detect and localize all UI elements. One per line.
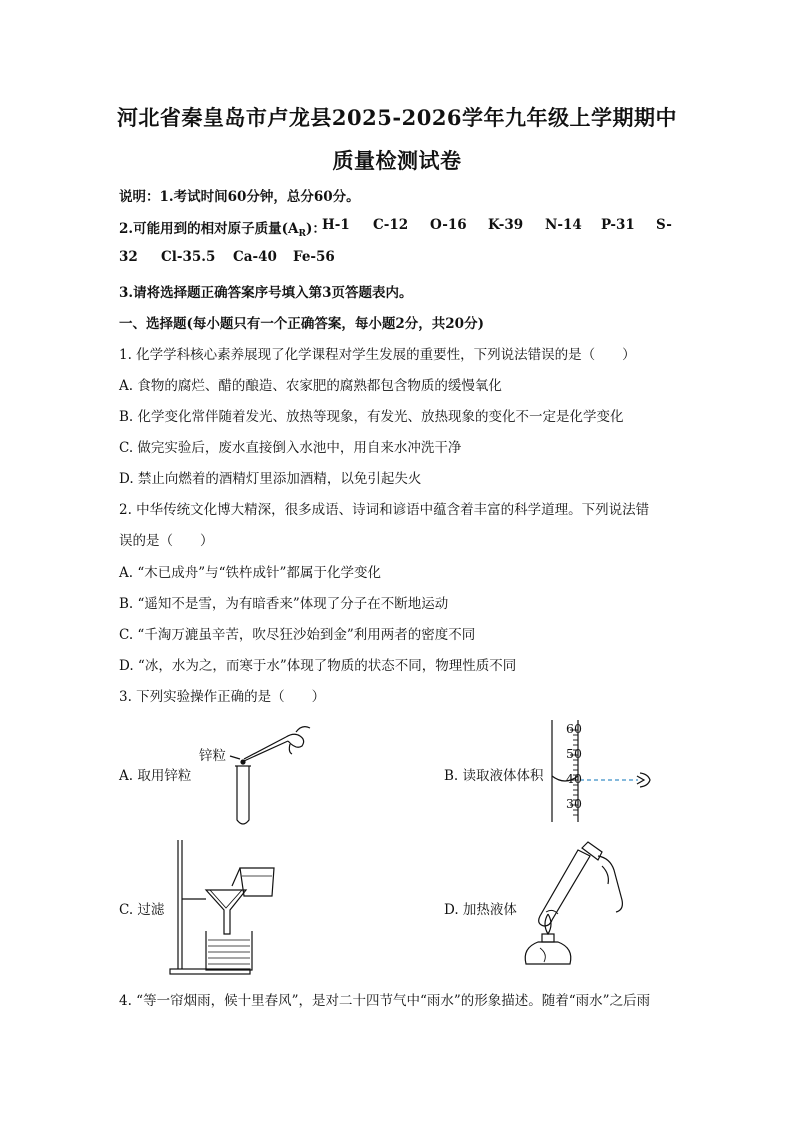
section-heading: 一、选择题(每小题只有一个正确答案，每小题2分，共20分)	[119, 316, 484, 332]
mass-item: S-	[656, 217, 672, 233]
test-tube-heating	[539, 850, 590, 926]
q1-stem: 1. 化学学科核心素养展现了化学课程对学生发展的重要性，下列说法错误的是（ ）	[119, 347, 636, 363]
test-tube-tweezers-figure	[192, 722, 316, 832]
mass-item: Fe-56	[293, 249, 335, 265]
alcohol-lamp	[525, 942, 571, 964]
note-atomic-masses-cont	[119, 249, 419, 269]
q2-option-d: D. “冰，水为之，而寒于水”体现了物质的状态不同，物理性质不同	[119, 658, 517, 674]
q3-stem: 3. 下列实验操作正确的是（ ）	[119, 689, 326, 705]
funnel	[206, 890, 246, 934]
q4-stem: 4. “等一帘烟雨，候十里春风”，是对二十四节气中“雨水”的形象描述。随着“雨水”之后雨	[119, 993, 651, 1009]
q2-option-a: A. “木已成舟”与“铁杵成针”都属于化学变化	[119, 565, 381, 581]
note-exam-time: 说明：1.考试时间60分钟，总分60分。	[119, 189, 360, 205]
alcohol-lamp-figure	[518, 840, 638, 972]
scale-label-50: 50	[566, 746, 582, 761]
mass-item: C-12	[373, 217, 409, 233]
q1-option-c: C. 做完实验后，废水直接倒入水池中，用自来水冲洗干净	[119, 440, 462, 456]
q1-option-a: A. 食物的腐烂、醋的酿造、农家肥的腐熟都包含物质的缓慢氧化	[119, 378, 502, 394]
q1-option-b: B. 化学变化常伴随着发光、放热等现象，有发光、放热现象的变化不一定是化学变化	[119, 409, 624, 425]
hand	[598, 856, 622, 912]
filtration-figure	[166, 838, 290, 978]
q3-option-d-label: D. 加热液体	[444, 902, 517, 918]
scale-label-60: 60	[566, 721, 582, 736]
zinc-granule-label: 锌粒	[199, 748, 226, 764]
q3-option-c-label: C. 过滤	[119, 902, 165, 918]
exam-title-line1: 河北省秦皇岛市卢龙县2025-2026学年九年级上学期期中	[116, 105, 678, 130]
scale-label-40: 40	[566, 771, 582, 786]
mass-item: O-16	[430, 217, 467, 233]
mass-item: Cl-35.5	[161, 249, 216, 265]
glass-rod	[232, 868, 240, 886]
scale-label-30: 30	[566, 796, 582, 811]
graduated-cylinder-figure	[540, 718, 660, 828]
q1-option-d: D. 禁止向燃着的酒精灯里添加酒精，以免引起失火	[119, 471, 422, 487]
mass-item: 32	[119, 249, 138, 265]
q2-option-b: B. “遥知不是雪，为有暗香来”体现了分子在不断地运动	[119, 596, 449, 612]
note-answer-sheet: 3.请将选择题正确答案序号填入第3页答题表内。	[119, 285, 413, 301]
exam-title-line2: 质量检测试卷	[332, 148, 462, 173]
tweezers	[244, 737, 288, 761]
eye	[637, 773, 650, 787]
q3-option-a-label: A. 取用锌粒	[119, 768, 192, 784]
mass-item: P-31	[601, 217, 635, 233]
q3-option-b-label: B. 读取液体体积	[444, 768, 544, 784]
mass-item: K-39	[488, 217, 524, 233]
atomic-mass-label: 2.可能用到的相对原子质量$(A_R)$：	[119, 221, 326, 239]
mass-item: N-14	[545, 217, 582, 233]
test-tube	[237, 766, 249, 824]
q2-stem-line2: 误的是（ ）	[119, 533, 214, 549]
q2-stem-line1: 2. 中华传统文化博大精深，很多成语、诗词和谚语中蕴含着丰富的科学道理。下列说法错	[119, 502, 650, 518]
mass-item: Ca-40	[233, 249, 277, 265]
test-tube-holder	[582, 842, 602, 860]
hand	[286, 734, 304, 747]
zinc-granule	[240, 759, 245, 764]
q2-option-c: C. “千淘万漉虽辛苦，吹尽狂沙始到金”利用两者的密度不同	[119, 627, 476, 643]
note-atomic-masses	[119, 217, 679, 237]
mass-item: H-1	[322, 217, 350, 233]
